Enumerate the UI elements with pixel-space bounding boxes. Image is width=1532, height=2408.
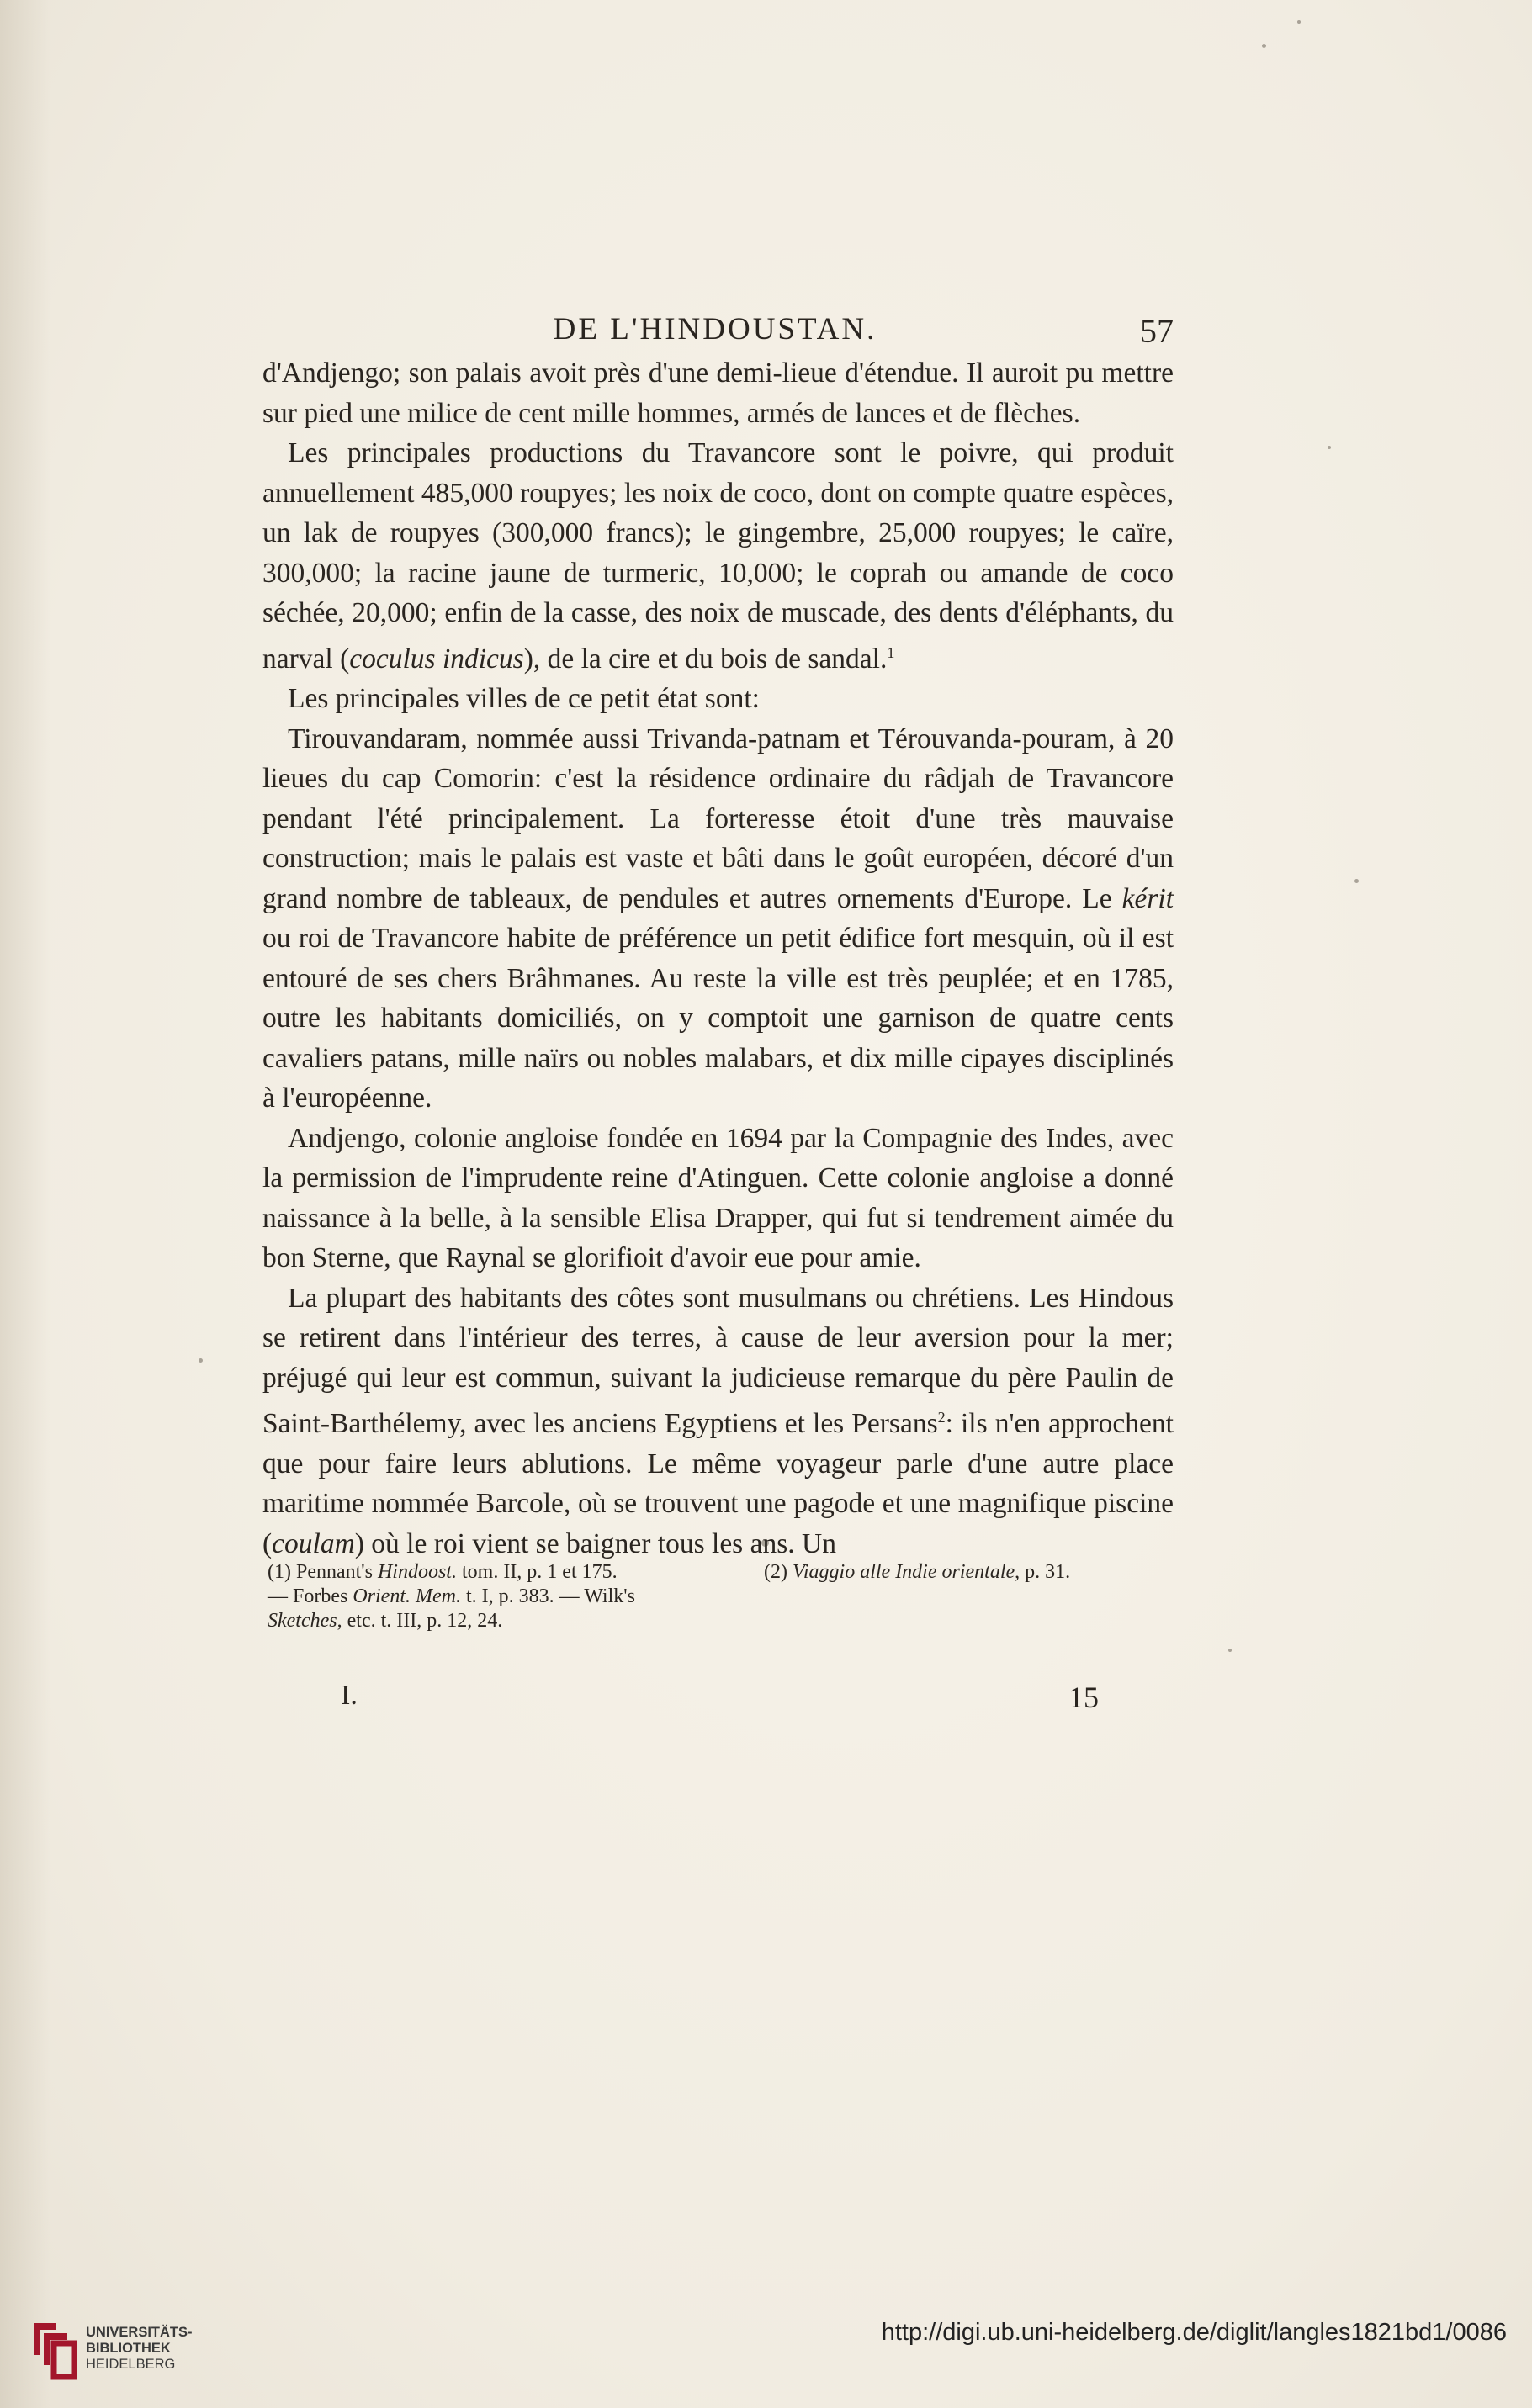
signature-folio: 15 <box>1068 1680 1099 1714</box>
paper-speck <box>1297 20 1301 24</box>
body-text <box>262 353 1174 1564</box>
paragraph <box>262 679 1174 719</box>
footnote-italic: Hindoost. <box>377 1561 457 1583</box>
page-number: 57 <box>1140 312 1174 350</box>
footnote-ref: 2 <box>937 1409 946 1426</box>
paragraph <box>262 1119 1174 1278</box>
paper-speck <box>1228 1649 1232 1652</box>
logo-line: BIBLIOTHEK <box>86 2341 171 2356</box>
footnote-italic: Sketches <box>268 1610 337 1632</box>
footnote-italic: Orient. Mem. <box>353 1585 461 1607</box>
italic-term: coculus indicus <box>349 643 524 675</box>
paragraph-text: Tirouvandaram, nommée aussi Trivanda-patnam et Térouvanda-pouram, à 20 lieues du cap Comorin: c'est la résidence ordinaire du râdjah de Travancore pendant l'été principalement. La forteresse étoit d'une très mauvaise construction; mais le palais est vaste et bâti dans le goût européen, décoré d'un grand nombre de tableaux, de pendules et autres ornements d'Europe. Le <box>262 722 1174 914</box>
footnote-italic: Viaggio alle Indie orientale <box>792 1561 1015 1583</box>
paragraph-text: Les principales villes de ce petit état sont: <box>288 683 760 715</box>
footnote-text: (2) <box>764 1561 793 1583</box>
footnote-2 <box>764 1560 1151 1585</box>
paper-speck <box>199 1358 203 1363</box>
library-logo-text <box>86 2325 193 2373</box>
footnote-ref: 1 <box>887 643 895 661</box>
paragraph <box>262 719 1174 1119</box>
paragraph-text: Andjengo, colonie angloise fondée en 1694 par la Compagnie des Indes, avec la permission de l'imprudente reine d'Atinguen. Cette colonie angloise a donné naissance à la belle, à la sensible Elisa Drapper, qui fut si tendrement aimée du bon Sterne, que Raynal se glorifioit d'avoir eue pour amie. <box>262 1122 1174 1274</box>
library-logo-icon <box>25 2318 77 2382</box>
footnote-text: — Forbes <box>268 1585 353 1607</box>
running-head <box>257 311 1174 353</box>
page-fold-shadow <box>0 0 50 2408</box>
footnote-text: tom. II, p. 1 et 175. <box>456 1561 618 1583</box>
paragraph-text: : ils <box>945 1408 988 1440</box>
footnote-text: t. I, p. 383. — Wilk's <box>460 1585 635 1607</box>
paper-speck <box>1328 446 1331 449</box>
logo-line: UNIVERSITÄTS- <box>86 2325 193 2340</box>
footnote-1 <box>268 1560 705 1633</box>
running-title: DE L'HINDOUSTAN. <box>553 312 877 347</box>
italic-term: coulam <box>272 1527 355 1559</box>
paragraph-text: n'en approchent que pour faire leurs ablutions. Le même voyageur parle d'une autre place maritime nommée Barcole, où se trouvent une pagode et une magnifique piscine ( <box>262 1408 1174 1559</box>
paragraph-text: ou roi de Travancore habite de préférence un petit édifice fort mesquin, où il est entouré de ses chers Brâhmanes. Au reste la ville est très peuplée; et en 1785, outre les habitants domiciliés, on y comptoit une garnison de quatre cents cavaliers patans, mille naïrs ou nobles malabars, et dix mille cipayes disciplinés à l'européenne. <box>262 923 1174 1114</box>
footnote-text: , p. 31. <box>1015 1561 1071 1583</box>
paragraph <box>262 1278 1174 1564</box>
paragraph-text: ), de la cire et du bois de sandal. <box>523 643 888 675</box>
paragraph <box>262 353 1174 433</box>
paragraph <box>262 433 1174 679</box>
footnote-text: , etc. t. III, p. 12, 24. <box>337 1610 503 1632</box>
paragraph-text: Les principales productions du Travancore sont le poivre, qui produit annuellement 485,000 roupyes; les noix de coco, dont on compte quatre espèces, un lak de roupyes (300,000 francs); le gingembre, 25,000 roupyes; le caïre, 300,000; la racine jaune de turmeric, 10,000; le coprah ou amande de coco séchée, 20,000; enfin de la casse, des noix de muscade, des dents d'éléphants, du narval ( <box>262 437 1174 675</box>
paragraph-text: La plupart des habitants des côtes sont musulmans ou chrétiens. Les Hindous se retirent dans l'intérieur des terres, à cause de leur aversion pour la mer; préjugé qui leur est commun, suivant la judicieuse remarque du père Paulin de Saint-Barthélemy, avec les anciens Egyptiens et les Persans <box>262 1282 1174 1440</box>
paper-speck <box>1354 879 1359 883</box>
paragraph-text: d'Andjengo; son palais avoit près d'une demi-lieue d'étendue. Il auroit pu mettre sur pied une milice de cent mille hommes, armés de lances et de flèches. <box>262 357 1174 429</box>
paragraph-text: ) où le roi vient se baigner tous les ans. Un <box>354 1527 836 1559</box>
source-url-link[interactable]: http://digi.ub.uni-heidelberg.de/diglit/langles1821bd1/0086 <box>881 2319 1507 2346</box>
paper-speck <box>1262 44 1266 48</box>
library-logo[interactable] <box>25 2318 244 2385</box>
signature-mark: I. <box>341 1680 358 1711</box>
italic-term: kérit <box>1121 882 1174 914</box>
footnote-text: (1) Pennant's <box>268 1561 378 1583</box>
logo-line: HEIDELBERG <box>86 2357 176 2372</box>
